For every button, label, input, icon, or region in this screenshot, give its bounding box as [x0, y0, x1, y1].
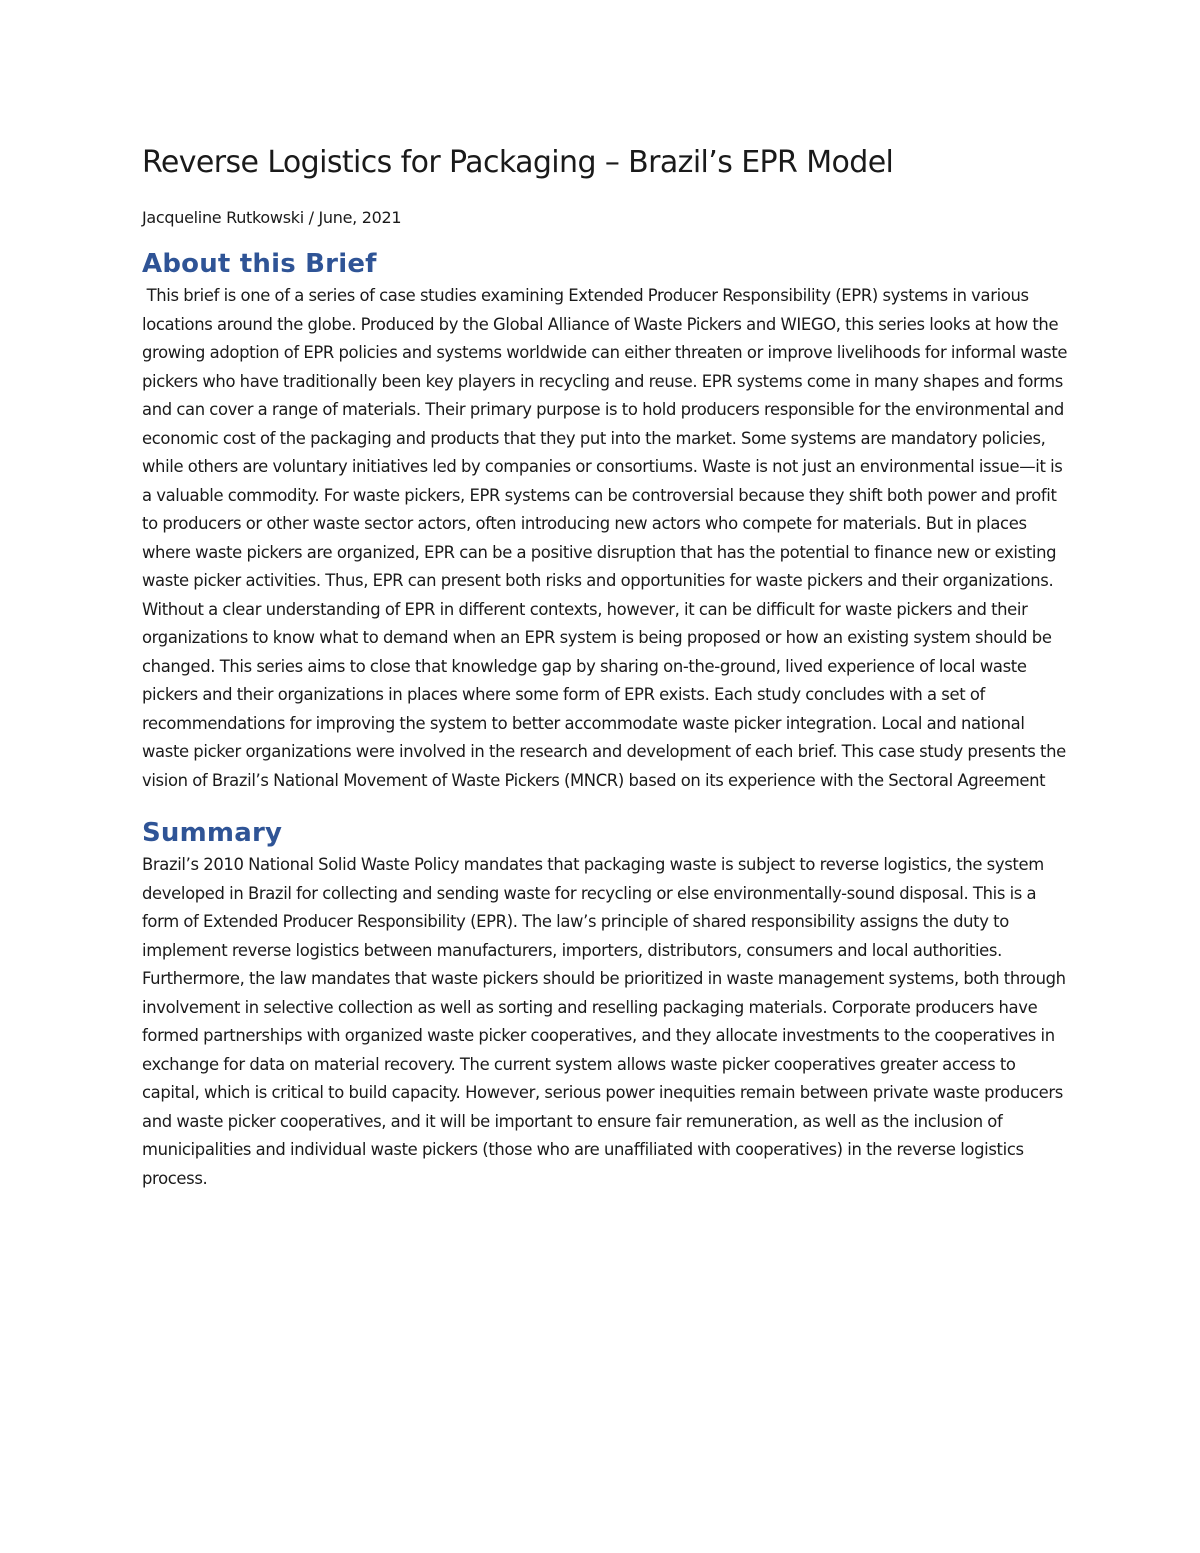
author-byline: Jacqueline Rutkowski / June, 2021 — [142, 208, 402, 227]
about-paragraph: This brief is one of a series of case studies examining Extended Producer Responsibility (EPR) systems in various locations around the globe. Produced by the Global Alliance of Waste Pickers and WIEGO, this series looks at how the growing adoption of EPR policies and systems worldwide can either threaten or improve livelihoods for informal waste pickers who have traditionally been key players in recycling and reuse. EPR systems come in many shapes and forms and can cover a range of materials. Their primary purpose is to hold producers responsible for the environmental and economic cost of the packaging and products that they put into the market. Some systems are mandatory policies, while others are voluntary initiatives led by companies or consortiums. Waste is not just an environmental issue—it is a valuable commodity. For waste pickers, EPR systems can be controversial because they shift both power and profit to producers or other waste sector actors, often introducing new actors who compete for materials. But in places where waste pickers are organized, EPR can be a positive disruption that has the potential to finance new or existing waste picker activities. Thus, EPR can present both risks and opportunities for waste pickers and their organizations. Without a clear understanding of EPR in different contexts, however, it can be difficult for waste pickers and their organizations to know what to demand when an EPR system is being proposed or how an existing system should be changed. This series aims to close that knowledge gap by sharing on-the-ground, lived experience of local waste pickers and their organizations in places where some form of EPR exists. Each study concludes with a set of recommendations for improving the system to better accommodate waste picker integration. Local and national waste picker organizations were involved in the research and development of each brief. This case study presents the vision of Brazil’s National Movement of Waste Pickers (MNCR) based on its experience with the Sectoral Agreement — [142, 286, 1072, 790]
about-heading: About this Brief — [142, 249, 377, 279]
document-page — [142, 140, 1072, 1193]
summary-heading: Summary — [142, 818, 283, 848]
document-title: Reverse Logistics for Packaging – Brazil’s EPR Model — [142, 145, 894, 180]
summary-paragraph: Brazil’s 2010 National Solid Waste Policy mandates that packaging waste is subject to reverse logistics, the system developed in Brazil for collecting and sending waste for recycling or else environmentally-sound disposal. This is a form of Extended Producer Responsibility (EPR). The law’s principle of shared responsibility assigns the duty to implement reverse logistics between manufacturers, importers, distributors, consumers and local authorities. Furthermore, the law mandates that waste pickers should be prioritized in waste management systems, both through involvement in selective collection as well as sorting and reselling packaging materials. Corporate producers have formed partnerships with organized waste picker cooperatives, and they allocate investments to the cooperatives in exchange for data on material recovery. The current system allows waste picker cooperatives greater access to capital, which is critical to build capacity. However, serious power inequities remain between private waste producers and waste picker cooperatives, and it will be important to ensure fair remuneration, as well as the inclusion of municipalities and individual waste pickers (those who are unaffiliated with cooperatives) in the reverse logistics process. — [142, 855, 1071, 1188]
